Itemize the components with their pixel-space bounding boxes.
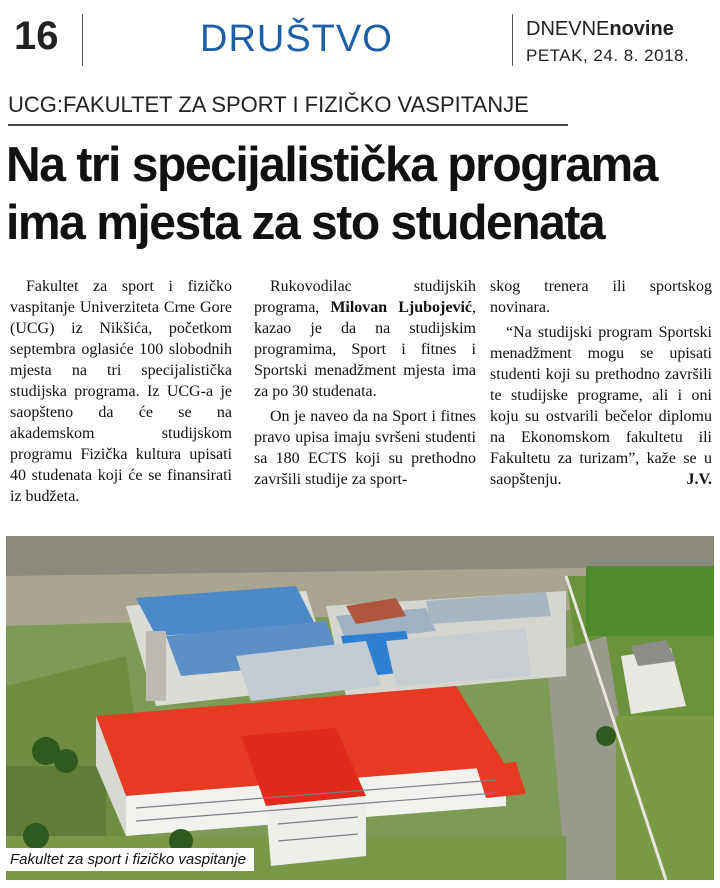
text: , kazao je da na studijskim programima, Sport i fitnes i Sportski menadžment mjesta ima za po 30 studenata. (254, 299, 476, 400)
article-column-1 (10, 276, 232, 507)
article-column-3 (490, 276, 712, 490)
paragraph (490, 322, 712, 490)
paragraph: Fakultet za sport i fizičko vaspitanje Univerziteta Crne Gore (UCG) iz Nikšića, početkom septembra oglasiće 100 slobodnih mjesta na tri specijalistička studijska programa. Iz UCG-a je saopšteno da će se na akademskom studijskom programu Fizička kultura upisati 40 studenata koji će se finansirati iz budžeta. (10, 278, 232, 505)
text: Rukovodilac studijskih programa, (254, 278, 476, 316)
issue-date: PETAK, 24. 8. 2018. (526, 46, 690, 65)
paragraph (254, 276, 476, 402)
headline-line: ima mjesta za sto studenata (6, 196, 605, 250)
header-divider (82, 14, 83, 66)
photo-caption: Fakultet za sport i fizičko vaspitanje (6, 848, 254, 871)
page-number: 16 (14, 14, 59, 58)
article-kicker: UCG:FAKULTET ZA SPORT I FIZIČKO VASPITANJE (8, 92, 529, 117)
paragraph: skog trenera ili sportskog novinara. (490, 278, 712, 316)
text: “Na studijski program Sportski menadžment mogu se upisati studenti koji su prethodno završili te studijske programe, ali i oni koju su ostvarili bečelor diplomu na Ekonomskom fakultetu ili Fakultetu za turizam”, kaže se u saopštenju. (490, 324, 712, 488)
headline-line: Na tri specijalistička programa (6, 138, 658, 192)
author-signature: J.V. (686, 471, 712, 488)
article-headline (6, 136, 702, 252)
header-divider (512, 14, 513, 66)
section-title: DRUŠTVO (200, 18, 393, 60)
newspaper-name-light: DNEVNE (526, 18, 610, 40)
article-column-2 (254, 276, 476, 490)
article-photo (6, 536, 714, 880)
aerial-building-illustration (6, 536, 714, 880)
page-header (0, 0, 720, 80)
newspaper-name-bold: novine (609, 18, 674, 40)
newspaper-name (526, 18, 674, 41)
paragraph: On je naveo da na Sport i fitnes pravo upisa imaju svršeni studenti sa 180 ECTS koji su prethodno završili studije za sport- (254, 408, 476, 488)
person-name: Milovan Ljubojević (330, 299, 472, 316)
kicker-underline (8, 124, 568, 126)
